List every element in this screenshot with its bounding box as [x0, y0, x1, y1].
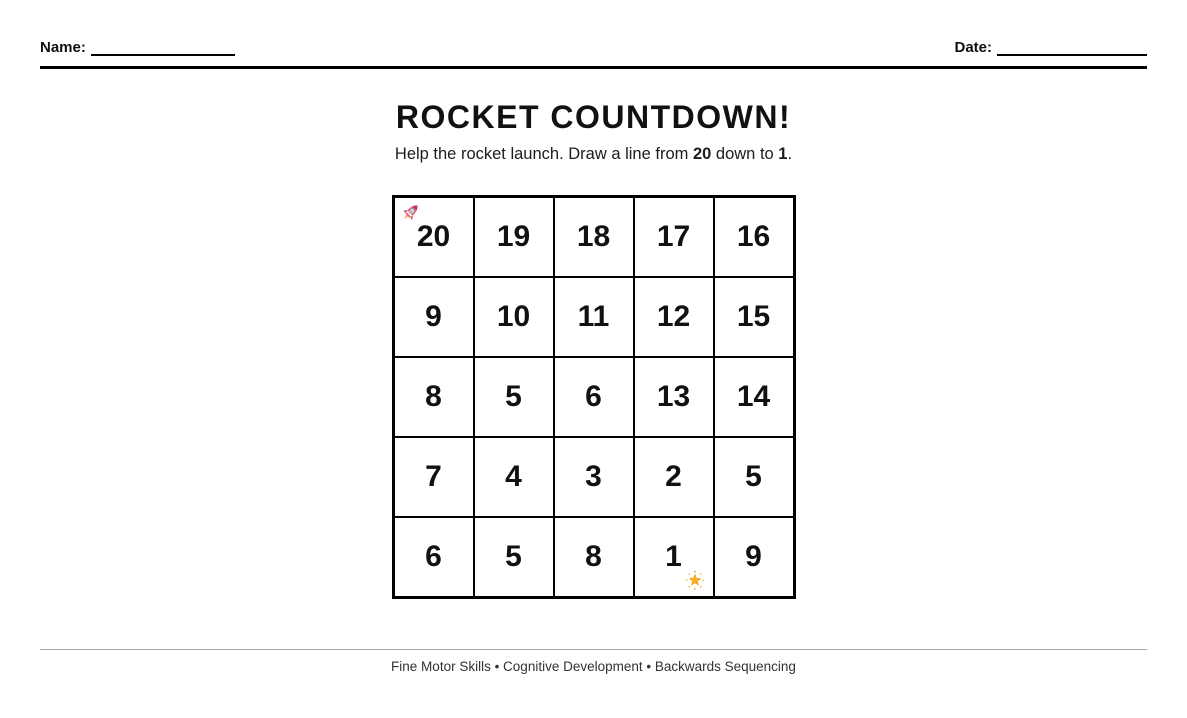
grid-number: 1 [665, 539, 682, 573]
grid-number: 6 [585, 379, 602, 413]
grid-cell [634, 517, 714, 598]
grid-wrap [0, 195, 1187, 599]
grid-cell [474, 277, 554, 357]
instruction-post: . [787, 145, 793, 163]
grid-number: 9 [425, 299, 442, 333]
name-field [40, 40, 235, 56]
grid-cell [714, 196, 795, 277]
instruction-end-number: 1 [778, 145, 788, 163]
grid-cell [393, 517, 474, 598]
date-write-line [997, 40, 1147, 56]
grid-number: 15 [736, 299, 771, 333]
grid-cell [393, 196, 474, 277]
grid-cell [554, 437, 634, 517]
grid-cell [634, 437, 714, 517]
grid-cell [634, 196, 714, 277]
grid-number: 11 [577, 299, 610, 333]
grid-cell [554, 196, 634, 277]
grid-cell [474, 517, 554, 598]
glowing-star-icon [685, 570, 705, 590]
header-row [40, 0, 1147, 56]
header-divider [40, 66, 1147, 69]
grid-cell [393, 277, 474, 357]
grid-cell [474, 437, 554, 517]
grid-row [393, 517, 794, 598]
grid-row [393, 277, 794, 357]
grid-cell [714, 437, 795, 517]
footer-skills-text: Fine Motor Skills • Cognitive Development • Backwards Sequencing [391, 658, 796, 674]
grid-cell [474, 357, 554, 437]
grid-number: 5 [505, 539, 522, 573]
grid-cell [634, 277, 714, 357]
date-field [954, 40, 1147, 56]
grid-cell [474, 196, 554, 277]
grid-number: 6 [425, 539, 442, 573]
grid-number: 20 [416, 219, 451, 253]
grid-number: 9 [745, 539, 762, 573]
grid-cell [714, 357, 795, 437]
grid-number: 2 [665, 459, 682, 493]
grid-number: 19 [496, 219, 531, 253]
grid-number: 10 [496, 299, 531, 333]
page-title: ROCKET COUNTDOWN! [395, 99, 792, 135]
grid-number: 16 [736, 219, 771, 253]
grid-cell [634, 357, 714, 437]
countdown-grid [392, 195, 796, 599]
name-write-line [91, 40, 235, 56]
instruction-pre: Help the rocket launch. Draw a line from [394, 145, 693, 163]
grid-number: 12 [656, 299, 691, 333]
grid-number: 14 [736, 379, 771, 413]
instruction-mid: down to [711, 145, 779, 163]
instruction-start-number: 20 [692, 145, 712, 163]
rocket-icon [399, 201, 422, 224]
instruction-text [0, 145, 1187, 165]
grid-cell [714, 277, 795, 357]
grid-cell [714, 517, 795, 598]
grid-number: 8 [585, 539, 602, 573]
grid-cell [554, 357, 634, 437]
name-label: Name: [40, 39, 86, 56]
grid-cell [554, 517, 634, 598]
grid-number: 17 [656, 219, 691, 253]
grid-number: 7 [425, 459, 442, 493]
grid-cell [554, 277, 634, 357]
countdown-grid-body [393, 196, 794, 597]
grid-cell [393, 357, 474, 437]
date-label: Date: [954, 39, 992, 56]
grid-number: 3 [585, 459, 602, 493]
grid-number: 5 [745, 459, 762, 493]
grid-row [393, 437, 794, 517]
grid-cell [393, 437, 474, 517]
grid-number: 8 [425, 379, 442, 413]
footer-divider [40, 649, 1147, 650]
grid-number: 4 [505, 459, 522, 493]
grid-number: 18 [576, 219, 611, 253]
grid-row [393, 196, 794, 277]
grid-number: 5 [505, 379, 522, 413]
grid-row [393, 357, 794, 437]
grid-number: 13 [656, 379, 691, 413]
